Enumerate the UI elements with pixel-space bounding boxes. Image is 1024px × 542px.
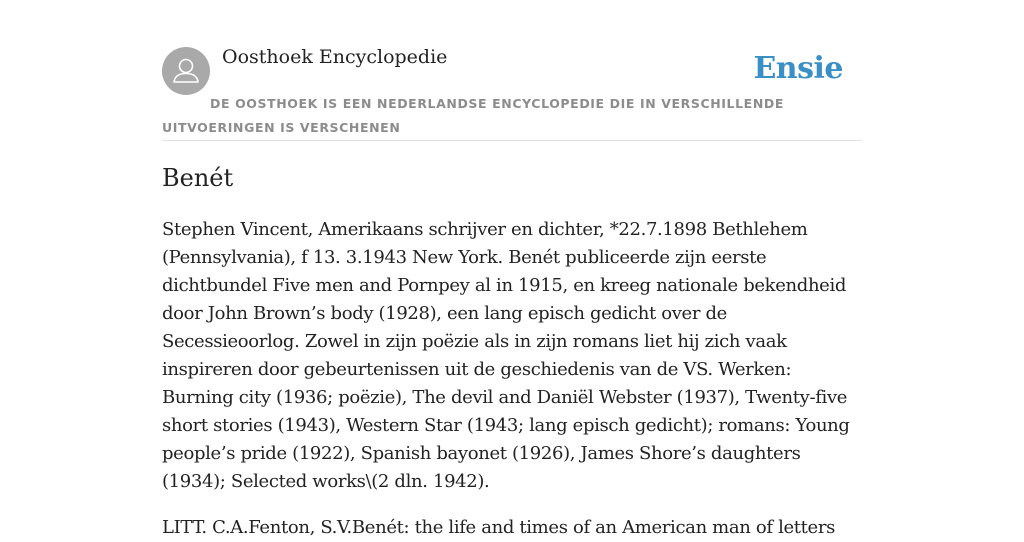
brand-logo[interactable]: Ensie [753,51,843,86]
entry-body: Stephen Vincent, Amerikaans schrijver en dichter, *22.7.1898 Bethlehem (Pennsylvania), f 13. 3.1943 New York. Benét publiceerde zijn eerste dichtbundel Five men and Pornpey al in 1915, en kreeg nationale bekendheid door John Brown’s body (1928), een lang episch gedicht over de Secessieoorlog. Zowel in zijn poëzie als in zijn romans liet hij zich vaak inspireren door gebeurtenissen uit de geschiedenis van de VS. Werken: Burning city (1936; poëzie), The devil and Daniël Webster (1937), Twenty-five short stories (1943), Western Star (1943; lang episch gedicht); romans: Young people’s pride (1922), Spanish bayonet (1926), James Shore’s daughters (1934); Selected works\(2 dln. 1942). [162,219,850,492]
entry-content [162,160,862,542]
entry-title: Benét [162,164,234,192]
user-silhouette-icon [162,47,210,95]
site-header [162,46,862,141]
site-title[interactable]: Oosthoek Encyclopedie [222,46,448,68]
site-tagline: DE OOSTHOEK IS EEN NEDERLANDSE ENCYCLOPEDIE DIE IN VERSCHILLENDE UITVOERINGEN IS VERSCHENEN [162,96,784,135]
entry-literature: LITT. C.A.Fenton, S.V.Benét: the life and times of an American man of letters [162,517,835,538]
user-avatar-icon[interactable] [162,47,210,95]
